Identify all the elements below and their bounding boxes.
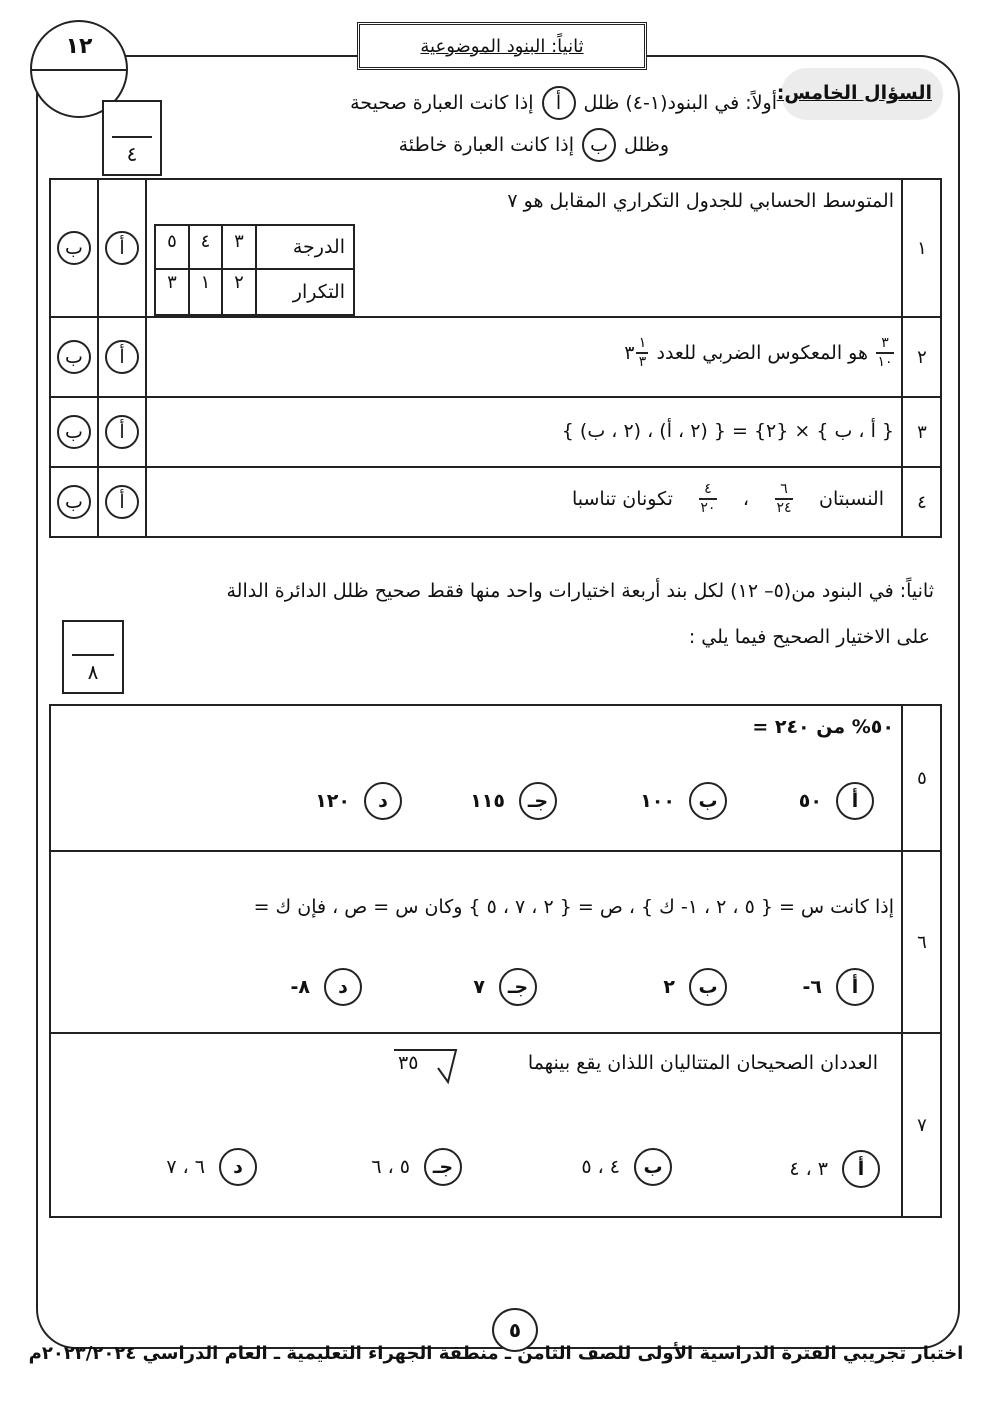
part1-instruction-line1: أولاً: في البنود(١-٤) ظلل أ إذا كانت العبارة صحيحة [350,86,777,120]
tf-item-3-choice-b[interactable]: ب [57,415,91,449]
mc-item-5-option-a[interactable]: أ ٥٠ [799,782,874,820]
option-circle[interactable]: د [364,782,402,820]
freq-row2-val-3: ٣ [167,271,177,293]
fraction-6-24: $\frac{٦}{٢٤}$ [776,481,792,516]
mc-item-7-text: العددان الصحيحان المتتاليان اللذان يقع بينهما [527,1052,878,1074]
tf-item-3-text: { أ ، ب } × {٢} = { (٢ ، أ) ، (٢ ، ب) } [561,420,894,442]
option-circle[interactable]: جـ [519,782,557,820]
tf-item-1-choice-a[interactable]: أ [105,231,139,265]
mc-item-6-option-c[interactable]: جـ ٧ [473,968,537,1006]
section-title: ثانياً: البنود الموضوعية [357,22,647,70]
total-score: ١٢ [65,34,93,59]
part2-instruction-line2: على الاختيار الصحيح فيما يلي : [688,626,930,648]
part1-score-box [102,100,162,176]
part1-score: ٤ [126,142,138,166]
mc-item-6-number: ٦ [917,931,927,953]
freq-row1-val-1: ٣ [234,230,244,252]
freq-row2-val-2: ١ [200,271,211,293]
tf-item-2-choice-a[interactable]: أ [105,340,139,374]
tf-item-4-number: ٤ [917,491,927,513]
tf-item-1-number: ١ [917,237,927,259]
part2-score: ٨ [87,660,99,684]
option-circle[interactable]: أ [836,968,874,1006]
fraction-3-10: $\frac{٣}{١٠}$ [877,335,893,370]
tf-item-3-number: ٣ [917,421,927,443]
freq-row2-val-1: ٢ [234,271,244,293]
option-circle[interactable]: ب [689,968,727,1006]
option-circle[interactable]: أ [836,782,874,820]
mc-item-5-number: ٥ [917,767,927,789]
mc-item-7-option-b[interactable]: ب ٤ ، ٥ [581,1148,672,1186]
mc-item-6-option-a[interactable]: أ ٦- [803,968,875,1006]
option-circle[interactable]: د [219,1148,257,1186]
page-number: ٥ [492,1308,538,1352]
mc-item-7-option-a[interactable]: أ ٣ ، ٤ [789,1150,880,1188]
part2-score-box [62,620,124,694]
tf-item-3-choice-a[interactable]: أ [105,415,139,449]
mc-item-7-option-c[interactable]: جـ ٥ ، ٦ [371,1148,462,1186]
mc-item-6-text: إذا كانت س = { ٥ ، ٢ ، ١- ك } ، ص = { ٢ ، ٧ ، ٥ } وكان س = ص ، فإن ك = [253,896,894,918]
tf-item-1-text: المتوسط الحسابي للجدول التكراري المقابل هو ٧ [507,190,894,212]
tf-item-4-text: النسبتان $\frac{٦}{٢٤}$ ، $\frac{٤}{٢٠}$ تكونان تناسبا [571,481,884,516]
mc-item-7-number: ٧ [917,1114,927,1136]
option-circle[interactable]: أ [842,1150,880,1188]
part2-instruction-line1: ثانياً: في البنود من(٥– ١٢) لكل بند أربعة اختيارات واحد منها فقط صحيح ظلل الدائرة الدالة [226,580,934,602]
freq-row2-label: التكرار [292,281,345,303]
tf-item-4-choice-b[interactable]: ب [57,485,91,519]
option-circle[interactable]: جـ [499,968,537,1006]
mc-item-5-option-d[interactable]: د ١٢٠ [315,782,402,820]
tf-item-2-number: ٢ [917,346,927,368]
false-choice-sample: ب [582,128,616,162]
true-choice-sample: أ [542,86,576,120]
freq-row1-val-3: ٥ [167,230,177,252]
square-root-35: ٣٥ [394,1046,468,1086]
mc-item-6-option-b[interactable]: ب ٢ [663,968,727,1006]
option-circle[interactable]: ب [689,782,727,820]
question-label: السؤال الخامس: [776,82,932,104]
tf-item-2-choice-b[interactable]: ب [57,340,91,374]
fraction-4-20: $\frac{٤}{٢٠}$ [700,481,716,516]
mc-item-5-text: ٥٠% من ٢٤٠ = [752,716,894,738]
freq-row1-label: الدرجة [292,236,345,258]
freq-row1-val-2: ٤ [200,230,211,252]
tf-item-4-choice-a[interactable]: أ [105,485,139,519]
mc-item-5-option-c[interactable]: جـ ١١٥ [470,782,557,820]
mc-item-7-option-d[interactable]: د ٦ ، ٧ [166,1148,257,1186]
tf-item-2-text: $\frac{٣}{١٠}$ هو المعكوس الضربي للعدد ٣ $\frac{١}{٣}$ [624,335,893,370]
mixed-number: ٣ $\frac{١}{٣}$ [624,336,648,370]
mc-item-5-option-b[interactable]: ب ١٠٠ [640,782,727,820]
option-circle[interactable]: ب [634,1148,672,1186]
mc-item-6-option-d[interactable]: د ٨- [291,968,363,1006]
footer-text: اختبار تجريبي الفترة الدراسية الأولى للصف الثامن ـ منطقة الجهراء التعليمية ـ العام الدراسي ٢٠٢٣/٢٠٢٤م [28,1343,964,1364]
tf-item-1-choice-b[interactable]: ب [57,231,91,265]
option-circle[interactable]: د [324,968,362,1006]
option-circle[interactable]: جـ [424,1148,462,1186]
part1-instruction-line2: وظلل ب إذا كانت العبارة خاطئة [399,128,669,162]
